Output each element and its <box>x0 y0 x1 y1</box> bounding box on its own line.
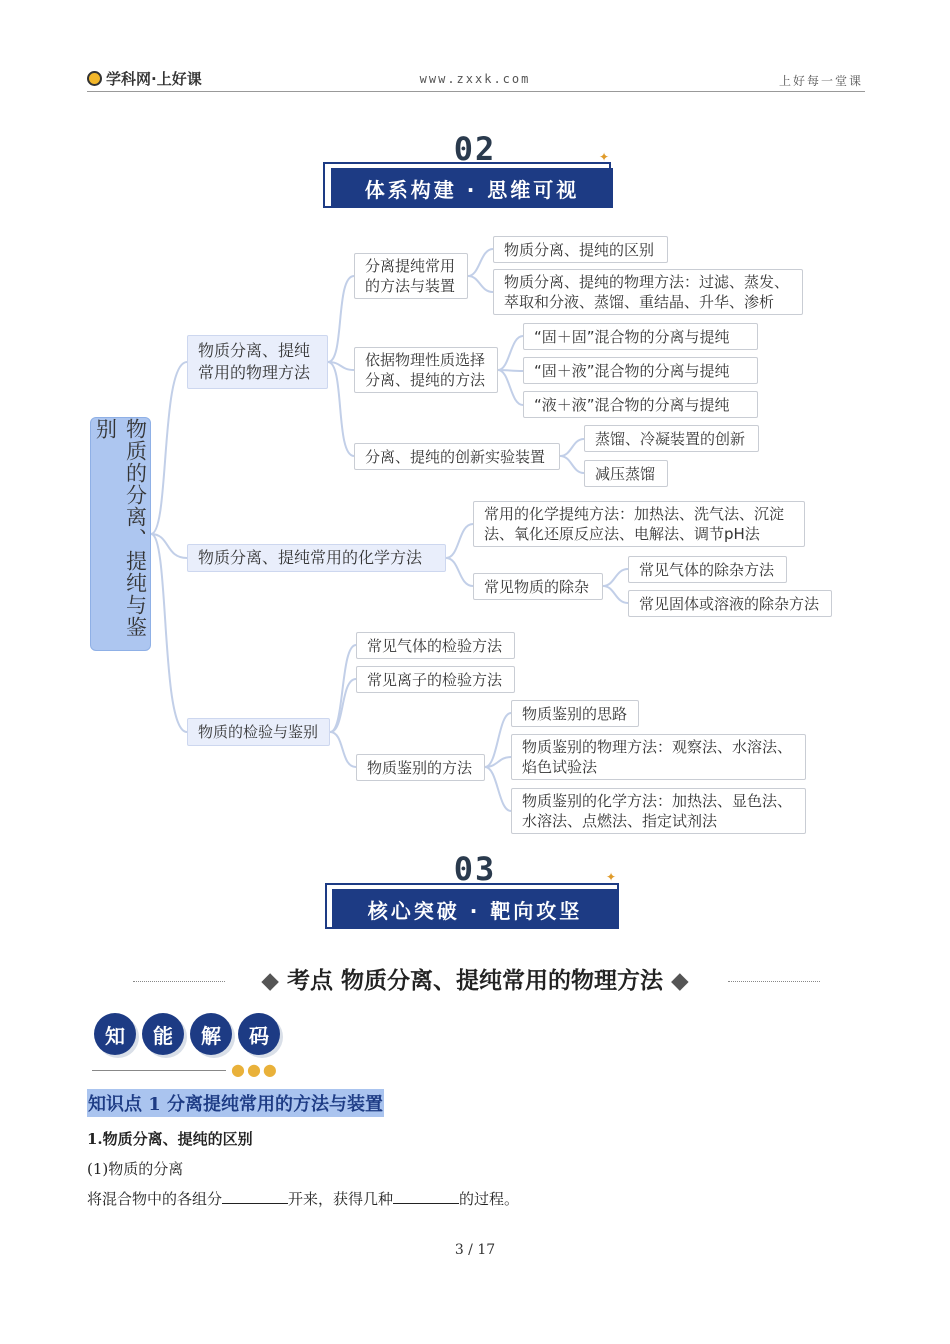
badge-ma: 码 <box>238 1013 280 1055</box>
fill-blank[interactable] <box>222 1189 288 1204</box>
knowledge-point-title: 知识点 1 分离提纯常用的方法与装置 <box>87 1089 384 1117</box>
mindmap-leaf: “固＋液”混合物的分离与提纯 <box>523 357 758 384</box>
mindmap-leaf: 物质鉴别的化学方法：加热法、显色法、水溶法、点燃法、指定试剂法 <box>511 788 806 834</box>
diamond-icon: ◆ <box>663 968 689 994</box>
mindmap-node: 常见气体的检验方法 <box>356 632 515 659</box>
mindmap-leaf: “液＋液”混合物的分离与提纯 <box>523 391 758 418</box>
mindmap-node: 分离、提纯的创新实验装置 <box>354 443 560 470</box>
sparkle-icon: ✦ <box>599 150 610 164</box>
mindmap-branch-physical: 物质分离、提纯常用的物理方法 <box>187 335 328 389</box>
mindmap-leaf: 物质分离、提纯的物理方法：过滤、蒸发、萃取和分液、蒸馏、重结晶、升华、渗析 <box>493 269 803 315</box>
section-number: 03 <box>453 850 497 888</box>
header-brand: 学科网·上好课 <box>106 70 202 88</box>
mindmap-leaf: “固＋固”混合物的分离与提纯 <box>523 323 758 350</box>
mindmap-leaf: 蒸馏、冷凝装置的创新 <box>584 425 759 452</box>
mindmap-leaf: 物质分离、提纯的区别 <box>493 236 668 263</box>
mindmap-leaf: 减压蒸馏 <box>584 460 668 487</box>
mindmap-node: 常见离子的检验方法 <box>356 666 515 693</box>
diamond-icon: ◆ <box>261 968 287 994</box>
mindmap-node: 物质鉴别的方法 <box>356 754 485 781</box>
mindmap-leaf: 常见固体或溶液的除杂方法 <box>628 590 832 617</box>
mindmap-leaf: 物质鉴别的思路 <box>511 700 639 727</box>
section-banner: 核心突破 · 靶向攻坚 <box>332 889 618 929</box>
header-url: www.zxxk.com <box>419 72 531 86</box>
mindmap-root: 物质的分离、提纯与鉴别 <box>90 417 151 651</box>
section-number: 02 <box>453 130 497 168</box>
mindmap-leaf: 物质鉴别的物理方法：观察法、水溶法、焰色试验法 <box>511 734 806 780</box>
subheading: 1.物质分离、提纯的区别 <box>87 1130 253 1148</box>
header-slogan: 上好每一堂课 <box>778 74 863 88</box>
sparkle-icon: ✦ <box>606 870 617 884</box>
page-number: 3 / 17 <box>454 1242 496 1258</box>
paragraph: 将混合物中的各组分 开来，获得几种 的过程。 <box>87 1190 520 1208</box>
dots-icon: ●●● <box>231 1060 279 1079</box>
section-banner: 体系构建 · 思维可视 <box>331 168 613 208</box>
badge-underline <box>92 1070 226 1071</box>
badge-jie: 解 <box>190 1013 232 1055</box>
mindmap-leaf: 常见气体的除杂方法 <box>628 556 787 583</box>
mindmap-branch-chemical: 物质分离、提纯常用的化学方法 <box>187 544 446 572</box>
mindmap-leaf: 常用的化学提纯方法：加热法、洗气法、沉淀法、氧化还原反应法、电解法、调节pH法 <box>473 501 805 547</box>
fill-blank[interactable] <box>393 1189 459 1204</box>
kaodian-heading: ◆ 考点 物质分离、提纯常用的物理方法 ◆ <box>261 968 689 994</box>
mindmap-node: 分离提纯常用的方法与装置 <box>354 253 468 299</box>
subheading: (1)物质的分离 <box>87 1160 184 1178</box>
badge-neng: 能 <box>142 1013 184 1055</box>
mindmap-node: 依据物理性质选择分离、提纯的方法 <box>354 347 498 393</box>
mindmap-branch-identification: 物质的检验与鉴别 <box>187 718 330 746</box>
badge-zhi: 知 <box>94 1013 136 1055</box>
mindmap-node: 常见物质的除杂 <box>473 573 603 600</box>
